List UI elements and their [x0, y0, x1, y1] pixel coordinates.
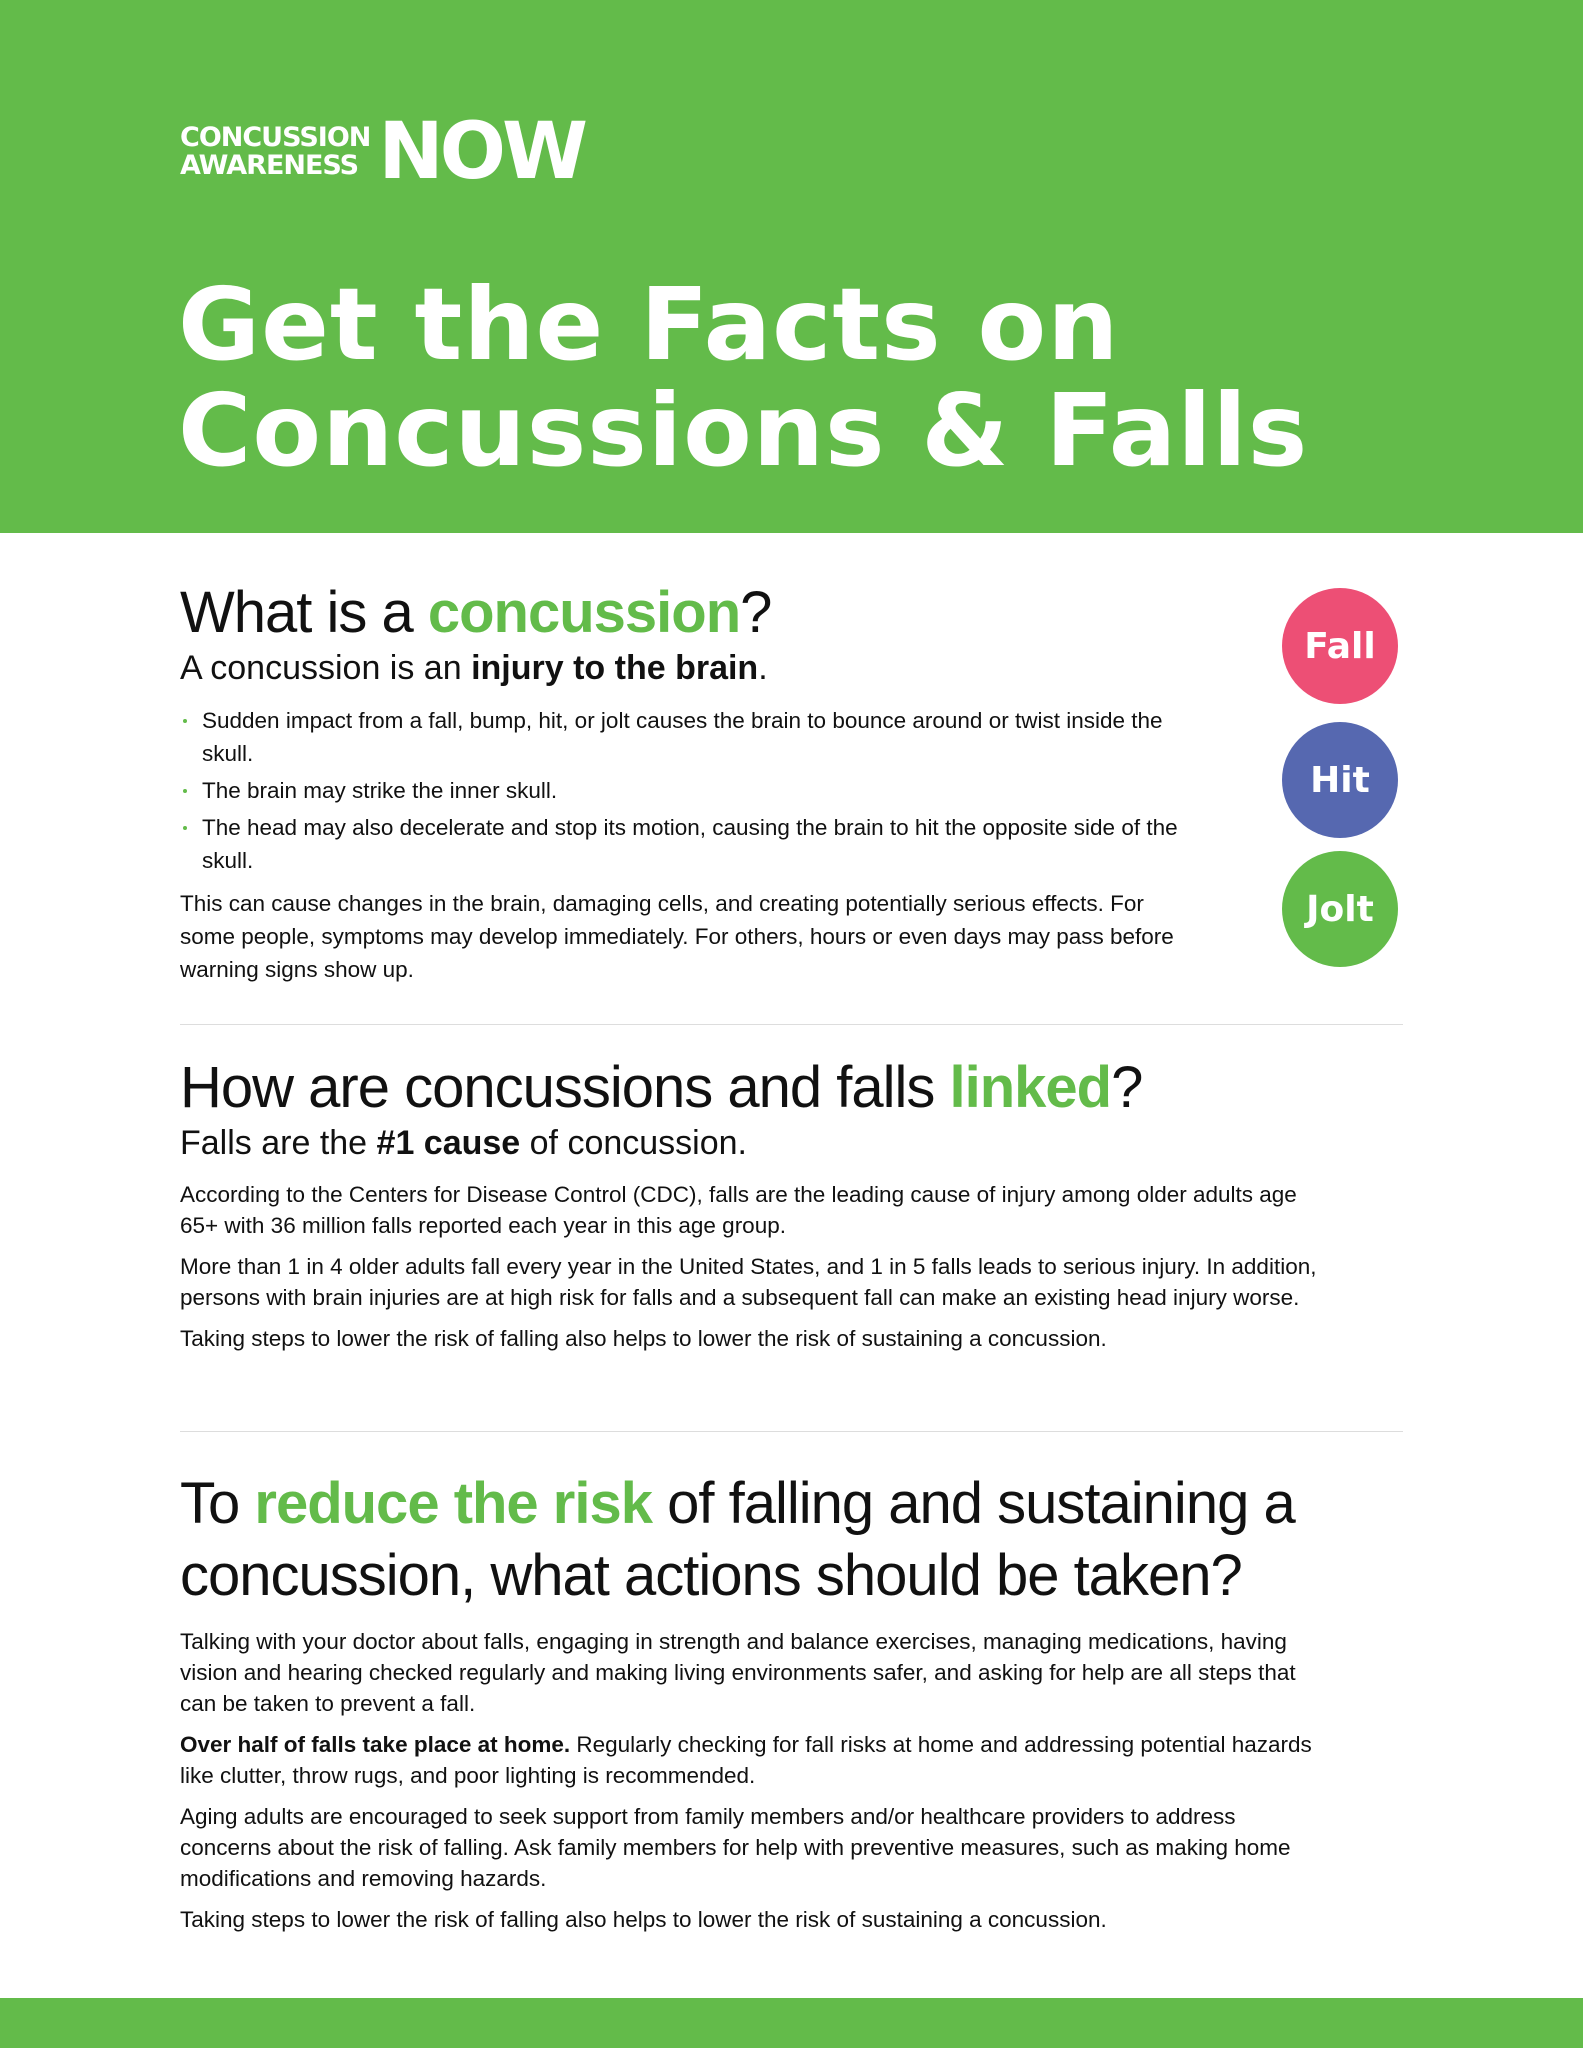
- divider: [180, 1024, 1403, 1025]
- section3-paragraph: Taking steps to lower the risk of falling also helps to lower the risk of sustaining a concussion.: [180, 1907, 1107, 1932]
- badge-jolt: Jolt: [1282, 851, 1398, 967]
- list-item: The brain may strike the inner skull.: [180, 774, 1180, 807]
- section2-paragraph: Taking steps to lower the risk of falling also helps to lower the risk of sustaining a concussion.: [180, 1326, 1107, 1351]
- section1-heading: What is a concussion?: [180, 580, 772, 645]
- section3-paragraph: Aging adults are encouraged to seek support from family members and/or healthcare providers to address concerns about the risk of falling. Ask family members for help with preventive measures, such as making home modifications and removing hazards.: [180, 1804, 1291, 1891]
- logo-now: NOW: [378, 107, 585, 197]
- section3-heading: To reduce the risk of falling and sustaining a concussion, what actions should be taken?: [180, 1471, 1295, 1608]
- section3-paragraph: Talking with your doctor about falls, engaging in strength and balance exercises, managing medications, having vision and hearing checked regularly and making living environments safer, and asking for help are all steps that can be taken to prevent a fall.: [180, 1629, 1296, 1716]
- page-title: [178, 266, 1309, 489]
- section2-heading: How are concussions and falls linked?: [180, 1055, 1143, 1120]
- logo-line1: CONCUSSION: [180, 122, 371, 153]
- title-line2: Concussions & Falls: [178, 372, 1309, 489]
- section3-paragraph: Over half of falls take place at home. Regularly checking for fall risks at home and addressing potential hazards like clutter, throw rugs, and poor lighting is recommended.: [180, 1732, 1312, 1788]
- section2-paragraph: According to the Centers for Disease Control (CDC), falls are the leading cause of injury among older adults age 65+ with 36 million falls reported each year in this age group.: [180, 1182, 1297, 1238]
- section-what-is-concussion: [180, 580, 1420, 996]
- logo-line2: AWARENESS: [180, 150, 359, 181]
- section1-subheading: A concussion is an injury to the brain.: [180, 649, 768, 687]
- section1-paragraph: This can cause changes in the brain, damaging cells, and creating potentially serious effects. For some people, symptoms may develop immediately. For others, hours or even days may pass before warning signs show up.: [180, 891, 1174, 982]
- badge-fall: Fall: [1282, 588, 1398, 704]
- list-item: Sudden impact from a fall, bump, hit, or jolt causes the brain to bounce around or twist inside the skull.: [180, 704, 1180, 770]
- divider: [180, 1431, 1403, 1432]
- list-item: The head may also decelerate and stop its motion, causing the brain to hit the opposite side of the skull.: [180, 811, 1180, 877]
- section-reduce-risk: [180, 1468, 1420, 1945]
- badge-hit: Hit: [1282, 722, 1398, 838]
- footer-bar: [0, 1998, 1583, 2048]
- section2-paragraph: More than 1 in 4 older adults fall every year in the United States, and 1 in 5 falls leads to serious injury. In addition, persons with brain injuries are at high risk for falls and a subsequent fall can make an existing head injury worse.: [180, 1254, 1317, 1310]
- concussion-awareness-now-logo: [180, 107, 585, 197]
- header-banner: [0, 0, 1583, 533]
- section-linked: [180, 1055, 1420, 1364]
- title-line1: Get the Facts on: [178, 266, 1120, 383]
- section1-bullets: [180, 704, 1420, 877]
- section2-subheading: Falls are the #1 cause of concussion.: [180, 1124, 747, 1162]
